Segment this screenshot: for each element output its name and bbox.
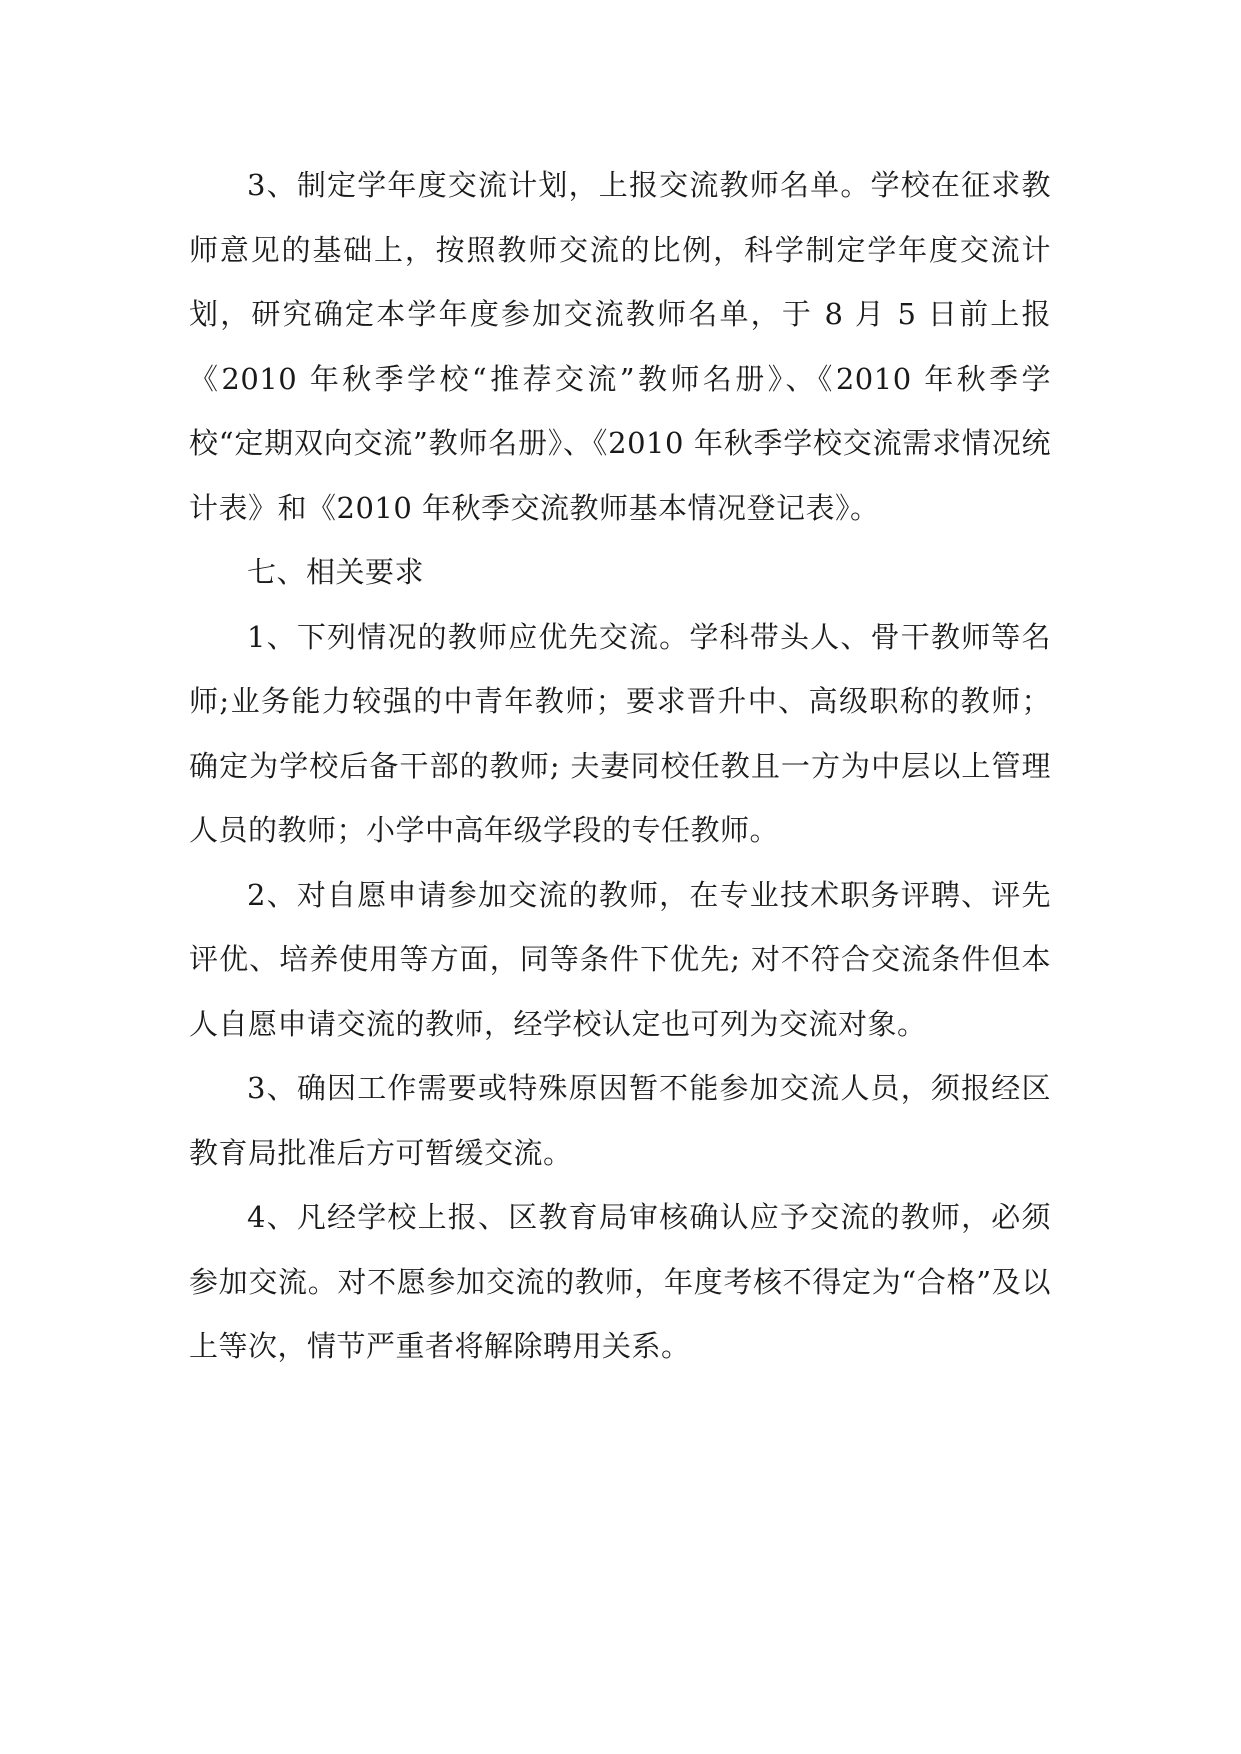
paragraph-mandatory-exchange: 4、凡经学校上报、区教育局审核确认应予交流的教师，必须参加交流。对不愿参加交流的教师，年度考核不得定为“合格”及以上等次，情节严重者将解除聘用关系。 — [189, 1200, 1051, 1363]
paragraph-plan-submission: 3、制定学年度交流计划，上报交流教师名单。学校在征求教师意见的基础上，按照教师交流的比例，科学制定学年度交流计划，研究确定本学年度参加交流教师名单，于 8 月 5 日前上报《2010 年秋季学校“推荐交流”教师名册》、《2010 年秋季学校“定期双向交流”教师名册》、《2010 年秋季学校交流需求情况统计表》和《2010 年秋季交流教师基本情况登记表》。 — [189, 168, 1051, 525]
paragraph-voluntary-exchange: 2、对自愿申请参加交流的教师，在专业技术职务评聘、评先评优、培养使用等方面，同等条件下优先; 对不符合交流条件但本人自愿申请交流的教师，经学校认定也可列为交流对象。 — [189, 877, 1051, 1041]
document-body — [189, 153, 1051, 1379]
paragraph-priority-exchange: 1、下列情况的教师应优先交流。学科带头人、骨干教师等名师;业务能力较强的中青年教师；要求晋升中、高级职称的教师；确定为学校后备干部的教师; 夫妻同校任教且一方为中层以上管理人员的教师；小学中高年级学段的专任教师。 — [189, 619, 1051, 847]
section-heading-requirements: 七、相关要求 — [247, 555, 425, 589]
paragraph-deferral: 3、确因工作需要或特殊原因暂不能参加交流人员，须报经区教育局批准后方可暂缓交流。 — [189, 1071, 1051, 1170]
